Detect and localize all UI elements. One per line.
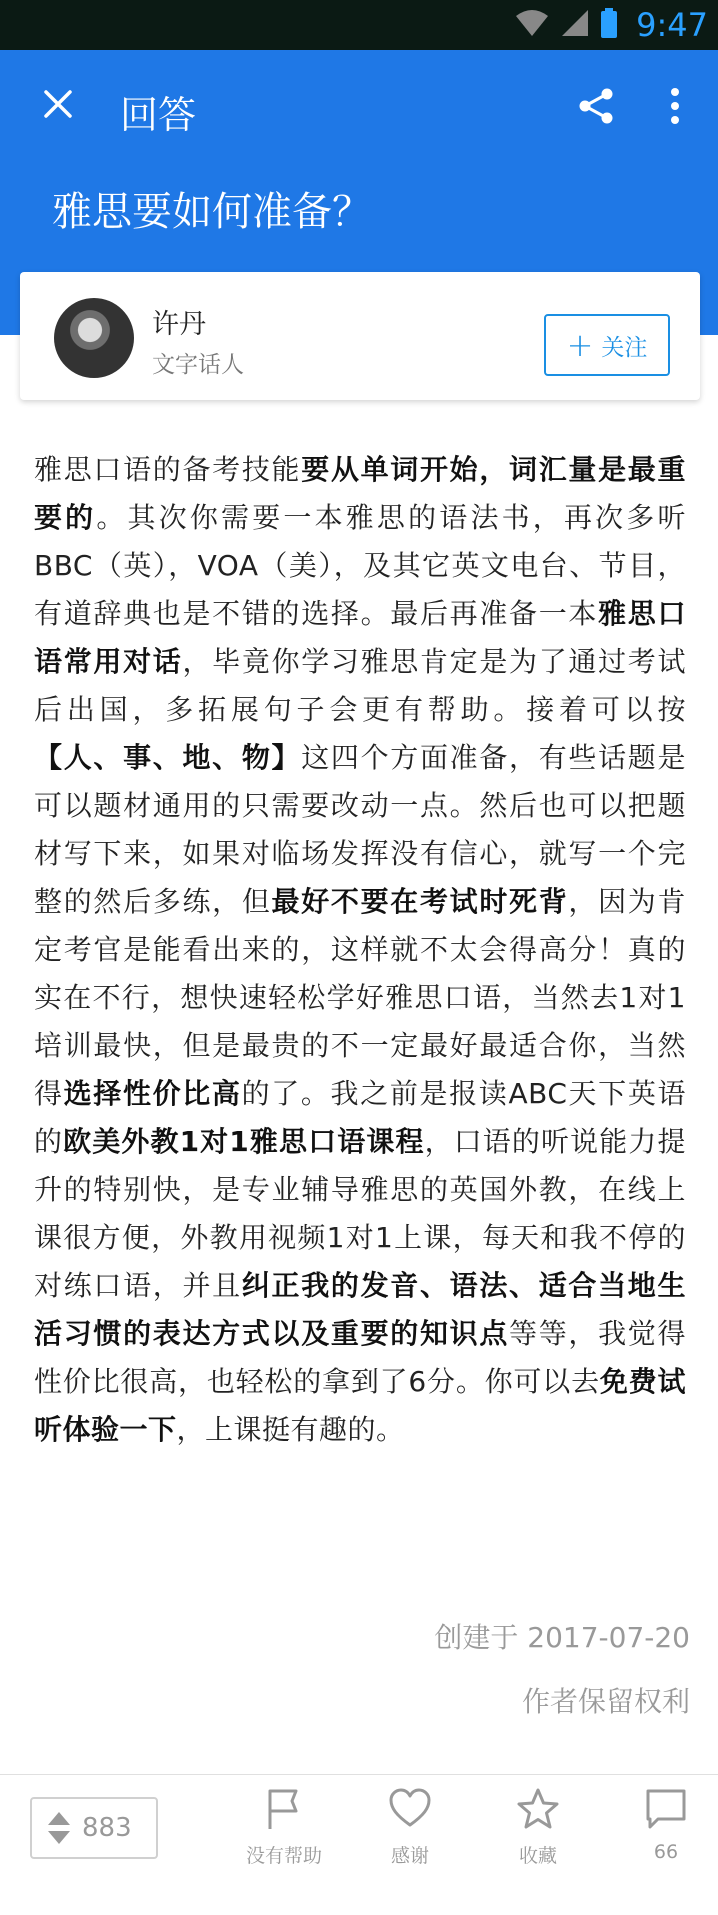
share-icon [576,86,616,126]
answer-body [34,446,686,1454]
author-card[interactable] [20,272,700,400]
answer-text: 。其次你需要一本雅思的语法书，再次多听BBC（英），VOA（美），及其它英文电台、节目，有道辞典也是不错的选择。最后再准备一本 [34,501,686,630]
answer-text: ，口语的听说能力提升的特别快，是专业辅导雅思的英国外教，在线上课很方便，外教用视频1对1上课，每天和我不停的对练口语，并且 [34,1125,686,1302]
close-icon [42,88,74,120]
no-help-label: 没有帮助 [245,1845,322,1867]
follow-label: 关注 [601,334,648,361]
app-bar-title: 回答 [120,93,197,137]
vote-button[interactable] [30,1797,158,1859]
app-bar [0,50,718,162]
comment-icon [644,1787,688,1831]
share-button[interactable] [568,78,624,134]
author-bio: 文字话人 [152,352,244,378]
answer-text: ，毕竟你学习雅思肯定是为了通过考试后出国，多拓展句子会更有帮助。接着可以按 [34,645,686,726]
heart-icon [388,1787,432,1831]
no-help-button[interactable] [234,1787,334,1868]
bottom-action-bar [0,1774,718,1915]
created-date: 创建于 2017-07-20 [434,1621,690,1654]
battery-icon [600,8,618,42]
answer-bold-text: 最好不要在考试时死背 [271,885,569,918]
more-options-button[interactable] [650,78,700,134]
close-button[interactable] [30,76,86,132]
star-icon [516,1787,560,1831]
answer-bold-text: 免费试听体验一下 [34,1365,686,1446]
wifi-icon [514,8,550,42]
avatar[interactable] [54,298,134,378]
answer-text: 雅思口语的备考技能 [34,453,302,486]
vote-count: 883 [82,1813,132,1843]
answer-bold-text: 选择性价比高 [63,1077,242,1110]
thanks-button[interactable] [360,1787,460,1868]
favorite-button[interactable] [488,1787,588,1868]
status-bar [0,0,718,50]
answer-bold-text: 欧美外教1对1雅思口语课程 [63,1125,425,1158]
comment-count: 66 [653,1841,679,1863]
thanks-label: 感谢 [390,1845,429,1867]
answer-bold-text: 【人、事、地、物】 [34,741,302,774]
copyright-notice: 作者保留权利 [521,1685,690,1718]
question-title[interactable]: 雅思要如何准备？ [52,189,372,235]
favorite-label: 收藏 [518,1845,557,1867]
plus-icon: + [566,326,594,364]
answer-bold-text: 要从单词开始，词汇量是最重要的 [34,453,686,534]
status-time: 9:47 [636,6,708,44]
signal-icon [560,8,590,42]
answer-text: 这四个方面准备，有些话题是可以题材通用的只需要改动一点。然后也可以把题材写下来，如果对临场发挥没有信心，就写一个完整的然后多练，但 [34,741,686,918]
answer-text: 的了。我之前是报读ABC天下英语的 [34,1077,686,1158]
answer-text: ，因为肯定考官是能看出来的，这样就不太会得高分！真的实在不行，想快速轻松学好雅思口语，当然去1对1培训最快，但是最贵的不一定最好最适合你，当然得 [34,885,686,1110]
answer-bold-text: 纠正我的发音、语法、适合当地生活习惯的表达方式以及重要的知识点 [34,1269,686,1350]
more-vert-icon [669,86,681,126]
author-name[interactable]: 许丹 [152,309,206,340]
answer-text: 等等，我觉得性价比很高，也轻松的拿到了6分。你可以去 [34,1317,686,1398]
answer-text: ，上课挺有趣的。 [176,1413,405,1446]
follow-button[interactable] [544,314,670,376]
comment-button[interactable] [616,1787,716,1863]
vote-arrows-icon [46,1810,72,1846]
answer-bold-text: 雅思口语常用对话 [34,597,686,678]
flag-icon [264,1787,304,1831]
